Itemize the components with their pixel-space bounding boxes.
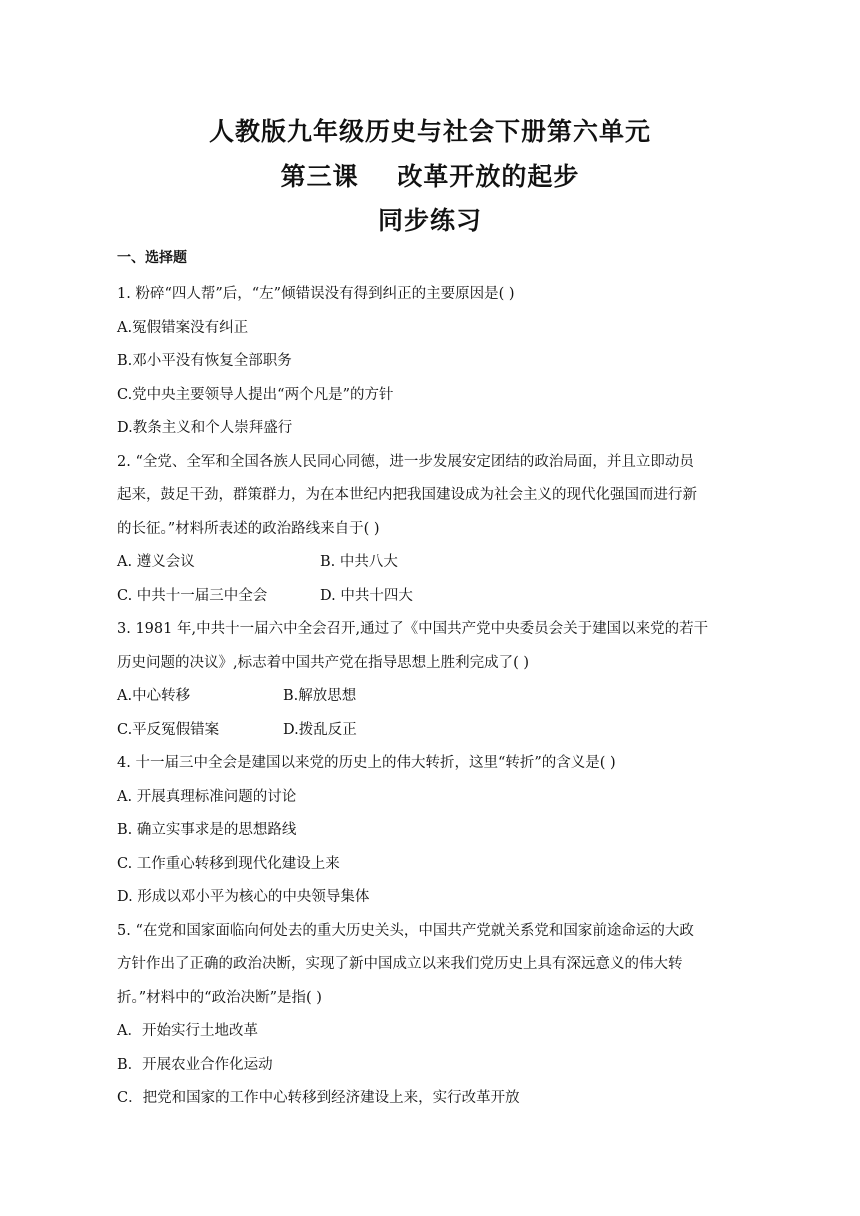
option-d: D. 形成以邓小平为核心的中央领导集体 (117, 889, 370, 905)
question-stem: 3. 1981 年,中共十一届六中全会召开,通过了《中国共产党中央委员会关于建国以来党的若干 (117, 621, 709, 637)
option-a: A. 遵义会议 (117, 554, 195, 570)
option-row (117, 680, 737, 714)
option-c: C．把党和国家的工作中心转移到经济建设上来，实行改革开放 (117, 1090, 520, 1106)
question-stem: 折。”材料中的“政治决断”是指( ) (117, 989, 322, 1006)
section-heading: 一、选择题 (117, 250, 187, 266)
question-stem: 历史问题的决议》,标志着中国共产党在指导思想上胜利完成了( ) (117, 654, 530, 671)
question-stem: 的长征。”材料所表述的政治路线来自于( ) (117, 520, 380, 537)
question-stem: 1. 粉碎“四人帮”后，“左”倾错误没有得到纠正的主要原因是( ) (117, 286, 515, 302)
question-3 (117, 613, 737, 747)
option-row (117, 714, 737, 748)
question-list (117, 278, 737, 1116)
question-stem: 4. 十一届三中全会是建国以来党的历史上的伟大转折，这里“转折”的含义是( ) (117, 755, 616, 771)
option-a: A.冤假错案没有纠正 (117, 319, 249, 336)
question-5 (117, 915, 737, 1116)
option-a: A.中心转移 (117, 688, 191, 704)
option-b: B.邓小平没有恢复全部职务 (117, 353, 292, 369)
option-c: C.平反冤假错案 (117, 721, 220, 738)
document-title-line-3: 同步练习 (377, 206, 482, 235)
question-stem: 方针作出了正确的政治决断，实现了新中国成立以来我们党历史上具有深远意义的伟大转 (117, 956, 683, 972)
option-b: B.解放思想 (283, 688, 357, 704)
question-4 (117, 747, 737, 915)
option-row (117, 546, 737, 580)
question-stem: 5. “在党和国家面临向何处去的重大历史关头，中国共产党就关系党和国家前途命运的大政 (117, 922, 694, 939)
option-c: C.党中央主要领导人提出“两个凡是”的方针 (117, 386, 394, 403)
question-1 (117, 278, 737, 446)
option-b: B. 中共八大 (320, 554, 398, 570)
option-row (117, 580, 737, 614)
option-d: D. 中共十四大 (320, 587, 413, 604)
option-b: B．开展农业合作化运动 (117, 1056, 273, 1073)
question-stem: 起来，鼓足干劲，群策群力，为在本世纪内把我国建设成为社会主义的现代化强国而进行新 (117, 487, 697, 503)
question-stem: 2. “全党、全军和全国各族人民同心同德，进一步发展安定团结的政治局面，并且立即动员 (117, 453, 694, 470)
option-c: C. 中共十一届三中全会 (117, 587, 268, 604)
option-a: A．开始实行土地改革 (117, 1023, 258, 1039)
option-d: D.拨乱反正 (283, 721, 357, 738)
option-c: C. 工作重心转移到现代化建设上来 (117, 855, 340, 872)
option-a: A. 开展真理标准问题的讨论 (117, 788, 297, 805)
option-d: D.教条主义和个人崇拜盛行 (117, 420, 293, 436)
question-2 (117, 446, 737, 614)
document-title-line-1: 人教版九年级历史与社会下册第六单元 (208, 117, 651, 146)
document-title-line-2: 第三课 改革开放的起步 (280, 162, 580, 191)
option-b: B. 确立实事求是的思想路线 (117, 822, 297, 838)
